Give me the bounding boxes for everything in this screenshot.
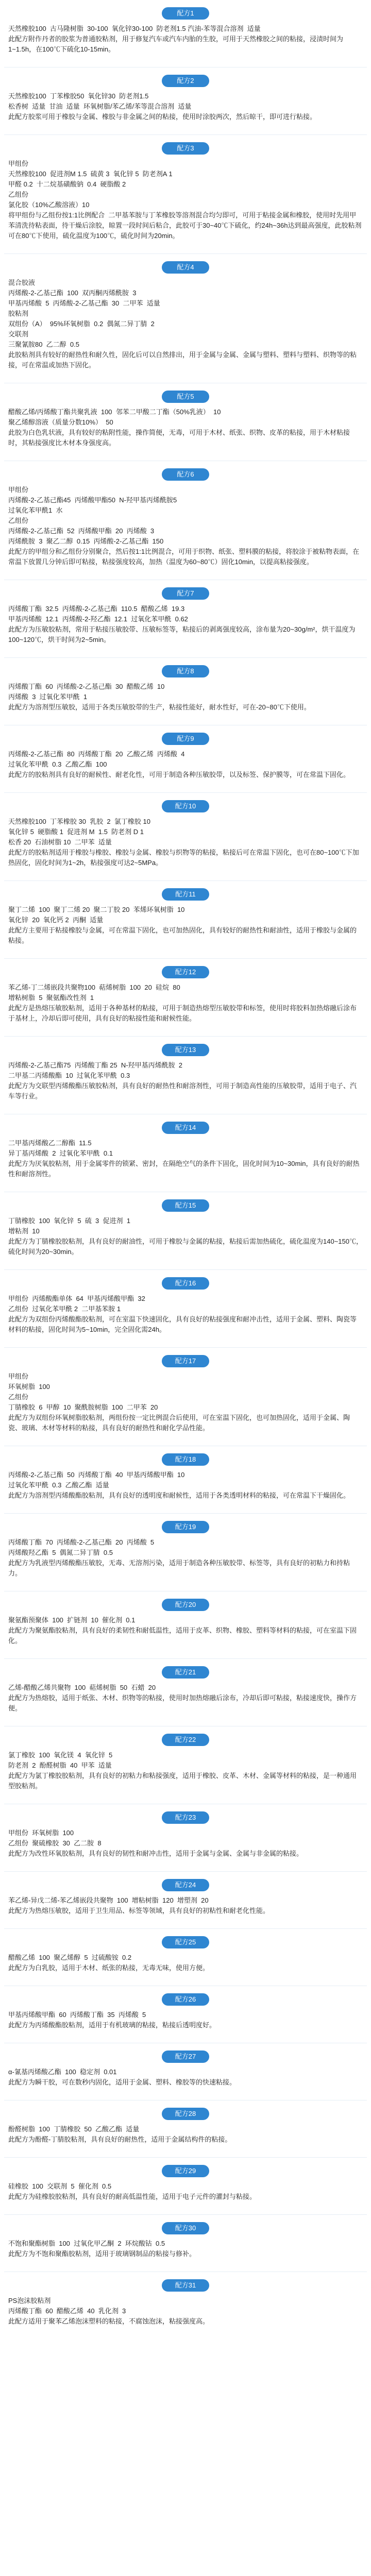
recipe-text-line: 丙烯酸丁酯 60 醋酸乙烯 40 乳化剂 3 [8, 2307, 126, 2315]
recipe-text-line: 防老剂 2 酚醛树脂 40 甲苯 适量 [8, 1761, 112, 1769]
recipe-card [3, 1275, 368, 1340]
recipe-label-badge: 配方6 [162, 468, 209, 481]
recipe-card [3, 140, 368, 246]
recipe-text-line: 此配方为聚氨酯胶粘剂，具有良好的柔韧性和耐低温性，适用于皮革、织物、橡胶、塑料等材料的粘接，可在室温下固化。 [8, 1626, 357, 1645]
recipe-text-line: 二甲基二丙烯酸酯 10 过氧化苯甲酰 0.3 [8, 1072, 130, 1079]
recipe-card [3, 731, 368, 785]
recipe-label-badge: 配方8 [162, 665, 209, 677]
recipe-text-line: 丁腈橡胶 100 氧化锌 5 硫 3 促进剂 1 [8, 1217, 130, 1225]
recipe-text-line: 氧化锌 5 硬脂酸 1 促进剂 M 1.5 防老剂 D 1 [8, 828, 144, 836]
recipe-label-badge: 配方4 [162, 261, 209, 274]
recipe-card [3, 585, 368, 650]
recipe-text-line: 此配方胶浆可用于橡胶与金属、橡胶与非金属之间的粘接，使用时涂胶两次，然后晾干，即可进行粘接。 [8, 113, 317, 121]
section-divider [4, 134, 367, 135]
recipe-label-badge: 配方16 [162, 1277, 209, 1290]
recipe-card [3, 798, 368, 873]
recipe-text-line: 混合胶液 [8, 279, 36, 286]
recipe-label-badge: 配方7 [162, 587, 209, 600]
recipe-text-line: 丙烯酸-2-乙基己酯45 丙烯酸甲酯50 N-羟甲基丙烯酰胺5 [8, 496, 177, 504]
recipe-text-line: 甲组份 [8, 486, 29, 494]
recipe-text-line: 氧化锌 20 氧化钙 2 丙酮 适量 [8, 916, 104, 924]
recipe-text-line: 氯化胶（10%乙酸溶液）10 [8, 201, 90, 209]
recipe-text-line: 甲组份 [8, 1372, 29, 1380]
section-divider [4, 1269, 367, 1270]
recipe-card [3, 964, 368, 1029]
section-divider [4, 1347, 367, 1348]
recipe-card [3, 886, 368, 951]
recipe-text-line: 此配方为硅橡胶胶粘剂，具有良好的耐高低温性能，适用于电子元件的灌封与粘接。 [8, 2193, 257, 2200]
recipe-text-line: 甲组份 [8, 160, 29, 167]
recipe-card [3, 388, 368, 453]
recipe-label-badge: 配方30 [162, 2222, 209, 2234]
recipe-label-badge: 配方3 [162, 142, 209, 155]
recipe-text-line: 丁腈橡胶 6 甲醇 10 聚酰胺树脂 100 二甲苯 20 [8, 1403, 158, 1411]
recipe-text-line: 天然橡胶100 丁苯橡胶50 氧化锌30 防老剂1.5 [8, 92, 149, 100]
recipe-text-line: α-氰基丙烯酸乙酯 100 稳定剂 0.01 [8, 2068, 117, 2076]
recipe-card [3, 1664, 368, 1719]
recipe-text-line: 丙烯酸丁酯 32.5 丙烯酸-2-乙基己酯 110.5 醋酸乙烯 19.3 [8, 605, 185, 613]
recipe-label-badge: 配方11 [162, 888, 209, 901]
recipe-text-line: 甲组份 环氧树脂 100 [8, 1829, 74, 1837]
recipe-text-line: 此配方为乳液型丙烯酸酯压敏胶，无毒、无溶剂污染，适用于制造各种压敏胶带、标签等，具有良好的初粘力和持粘力。 [8, 1559, 350, 1577]
recipe-label-badge: 配方5 [162, 391, 209, 403]
recipe-card [3, 2048, 368, 2093]
recipe-text-line: 将甲组份与乙组份按1:1比例配合 二甲基苯胺与丁苯橡胶等溶剂混合均匀即可，可用于粘接金属和橡胶，使用时先用甲苯清洗待粘表面，待干燥后涂胶，晾置一段时间后粘合，此胶可于30~40℃下硫化，约24h~36h达到最高强度，此胶粘剂可在80℃下使用，硫化温度为100℃，硫化时间为20min。 [8, 211, 362, 240]
recipe-text-line: 此配方的胶粘剂具有良好的耐候性、耐老化性，可用于制造各种压敏胶带，以及标签、保护膜等，可在常温下固化。 [8, 771, 350, 778]
recipe-card [3, 73, 368, 127]
recipe-text-line: 环氧树脂 100 [8, 1383, 50, 1391]
section-divider [4, 1658, 367, 1659]
recipe-text-line: 异丁基丙烯酸 2 过氧化苯甲酰 0.1 [8, 1149, 113, 1157]
recipe-card [3, 2106, 368, 2150]
section-divider [4, 1928, 367, 1929]
recipe-card [3, 1934, 368, 1978]
recipe-text-line: 此配方为溶剂型丙烯酸酯胶粘剂，具有良好的透明度和耐候性，适用于各类透明材料的粘接，可在常温下干燥固化。 [8, 1492, 350, 1499]
section-divider [4, 2214, 367, 2215]
recipe-text-line: 此配方主要用于粘接橡胶与金属，可在常温下固化，也可加热固化，具有较好的耐热性和耐油性，适用于橡胶与金属的粘接。 [8, 926, 357, 944]
recipe-card [3, 2277, 368, 2332]
section-divider [4, 1036, 367, 1037]
recipe-card [3, 1197, 368, 1262]
recipe-text-line: 此配方为厌氧胶粘剂，用于金属零件的锁紧、密封，在隔绝空气的条件下固化，固化时间为10~30min，具有良好的耐热性和耐溶剂性。 [8, 1160, 360, 1178]
recipe-text-line: 此配方为压敏胶粘剂，常用于粘接压敏胶带、压敏标签等，粘接后的剥离强度较高，涂布量为20~30g/m²，烘干温度为100~120℃，烘干时间为2~5min。 [8, 625, 356, 643]
recipe-label-badge: 配方9 [162, 733, 209, 745]
recipe-card [3, 663, 368, 718]
recipe-label-badge: 配方1 [162, 7, 209, 20]
recipe-card [3, 2220, 368, 2264]
recipe-label-badge: 配方27 [162, 2050, 209, 2063]
recipe-text-line: 乙组份 [8, 1393, 29, 1401]
recipe-text-line: 此配方为双组份丙烯酸酯胶粘剂，可在室温下快速固化，具有良好的粘接强度和耐冲击性，适用于金属、塑料、陶瓷等材料的粘接，固化时间为5~10min，完全固化需24h。 [8, 1315, 357, 1333]
recipe-text-line: 醋酸乙烯/丙烯酸丁酯共聚乳液 100 邻苯二甲酸二丁酯（50%乳液） 10 [8, 408, 221, 416]
recipe-text-line: 增粘树脂 5 聚氨酯改性剂 1 [8, 994, 94, 1002]
recipe-text-line: 丙烯酸羟乙酯 5 偶氮二异丁腈 0.5 [8, 1549, 113, 1556]
recipe-text-line: 酚醛树脂 100 丁腈橡胶 50 乙酸乙酯 适量 [8, 2125, 140, 2133]
recipe-card [3, 5, 368, 60]
section-divider [4, 792, 367, 793]
recipe-text-line: 丙烯酰胺 3 聚乙二醇 0.15 丙烯酸-2-乙基己酯 150 [8, 537, 164, 545]
recipe-text-line: 此配方为不饱和聚酯胶粘剂，适用于玻璃钢制品的粘接与修补。 [8, 2250, 196, 2258]
section-divider [4, 2157, 367, 2158]
recipe-text-line: 此胶为白色乳状液，具有较好的粘附性能，操作简便，无毒，可用于木材、纸张、织物、皮革的粘接，用于木材粘接时，其粘接强度比木材本身强度高。 [8, 429, 350, 447]
recipe-text-line: 胶粘剂 [8, 310, 29, 317]
section-divider [4, 657, 367, 658]
recipe-text-line: 乙组份 [8, 191, 29, 198]
recipe-text-line: 丙烯酸-2-乙基己酯 100 双丙酮丙烯酰胺 3 [8, 289, 137, 297]
recipe-text-line: 聚氨酯预聚体 100 扩链剂 10 催化剂 0.1 [8, 1616, 136, 1624]
recipe-card [3, 1353, 368, 1438]
recipe-text-line: 双组份（A） 95%环氧树脂 0.2 偶氮二异丁腈 2 [8, 320, 155, 328]
recipe-text-line: 此配方为双组份环氧树脂胶粘剂，两组份按一定比例混合后使用，可在室温下固化，也可加热固化，适用于金属、陶瓷、玻璃、木材等材料的粘接，具有良好的耐热性和耐化学品性能。 [8, 1414, 350, 1432]
recipe-text-line: 乙组份 过氧化苯甲酰 2 二甲基苯胺 1 [8, 1305, 121, 1313]
recipe-text-line: 此配方为丙烯酸酯胶粘剂，适用于有机玻璃的粘接，粘接后透明度好。 [8, 2021, 216, 2029]
recipe-text-line: 二甲基丙烯酸乙二醇酯 11.5 [8, 1139, 92, 1147]
recipe-text-line: 此配方为瞬干胶，可在数秒内固化，适用于金属、塑料、橡胶等的快速粘接。 [8, 2078, 237, 2086]
recipe-label-badge: 配方10 [162, 800, 209, 812]
recipe-text-line: 此配方为热熔压敏胶，适用于卫生用品、标签等领域，具有良好的初粘性和耐老化性能。 [8, 1907, 270, 1914]
recipe-text-line: 甲醛 0.2 十二烷基磺酸钠 0.4 硬脂酸 2 [8, 180, 126, 188]
recipe-label-badge: 配方22 [162, 1734, 209, 1746]
recipe-text-line: 此配方为热熔胶，适用于纸张、木材、织物等的粘接，使用时加热熔融后涂布，冷却后即可粘接，粘接速度快，操作方便。 [8, 1694, 357, 1712]
recipe-text-line: 丙烯酸丁酯 70 丙烯酸-2-乙基己酯 20 丙烯酸 5 [8, 1538, 155, 1546]
recipe-text-line: 丙烯酸-2-乙基己酯 80 丙烯酸丁酯 20 乙酸乙烯 丙烯酸 4 [8, 750, 185, 758]
recipe-label-badge: 配方19 [162, 1521, 209, 1533]
recipe-text-line: 天然橡胶100 促进剂M 1.5 硫黄 3 氧化锌 5 防老剂A 1 [8, 170, 173, 178]
recipe-text-line: 乙烯-醋酸乙烯共聚物 100 萜烯树脂 50 石蜡 20 [8, 1684, 156, 1691]
section-divider [4, 1871, 367, 1872]
recipe-text-line: 甲组份 丙烯酸酯单体 64 甲基丙烯酸甲酯 32 [8, 1295, 145, 1302]
recipe-card [3, 1597, 368, 1651]
recipe-text-line: 松香树 适量 甘油 适量 环氧树脂/苯乙烯/苯等混合溶剂 适量 [8, 103, 192, 110]
recipe-label-badge: 配方13 [162, 1044, 209, 1056]
recipe-text-line: 苯乙烯-异戊二烯-苯乙烯嵌段共聚物 100 增粘树脂 120 增塑剂 20 [8, 1896, 209, 1904]
recipe-label-badge: 配方29 [162, 2165, 209, 2177]
recipe-card [3, 1451, 368, 1506]
recipe-label-badge: 配方17 [162, 1355, 209, 1367]
recipe-card [3, 259, 368, 376]
recipe-label-badge: 配方18 [162, 1453, 209, 1466]
recipe-card [3, 2163, 368, 2207]
recipe-text-line: 交联剂 [8, 330, 29, 338]
recipe-text-line: 硅橡胶 100 交联剂 5 催化剂 0.5 [8, 2182, 112, 2190]
recipe-text-line: 三聚氰胺80 乙二醇 0.5 [8, 341, 79, 348]
recipe-text-line: 丙烯酸-2-乙基己酯75 丙烯酸丁酯 25 N-羟甲基丙烯酰胺 2 [8, 1061, 183, 1069]
recipe-text-line: 此配方为改性环氧胶粘剂，具有良好的韧性和耐冲击性，适用于金属与金属、金属与非金属的粘接。 [8, 1850, 303, 1857]
recipe-label-badge: 配方31 [162, 2279, 209, 2292]
recipe-text-line: PS泡沫胶粘剂 [8, 2297, 51, 2304]
recipe-text-line: 此配方适用于聚苯乙烯泡沫塑料的粘接，不腐蚀泡沫，粘接强度高。 [8, 2317, 210, 2325]
recipe-text-line: 聚乙烯醇溶液（质量分数10%） 50 [8, 418, 113, 426]
recipe-text-line: 不饱和聚酯树脂 100 过氧化甲乙酮 2 环烷酸钴 0.5 [8, 2240, 165, 2247]
recipe-text-line: 聚丁二烯 100 聚丁二烯 20 聚二丁胶 20 苯烯环氧树脂 10 [8, 906, 185, 913]
recipe-text-line: 丙烯酸-2-乙基己酯 50 丙烯酸丁酯 40 甲基丙烯酸甲酯 10 [8, 1471, 185, 1479]
recipe-text-line: 丙烯酸丁酯 60 丙烯酸-2-乙基己酯 30 醋酸乙烯 10 [8, 683, 165, 690]
recipe-text-line: 甲基丙烯酸 5 丙烯酸-2-乙基己酯 30 二甲苯 适量 [8, 299, 160, 307]
recipe-text-line: 天然橡胶100 古马隆树脂 30-100 氧化锌30-100 防老剂1.5 汽油-苯等混合溶剂 适量 [8, 25, 261, 32]
recipe-text-line: 过氧化苯甲酰1 水 [8, 506, 63, 514]
recipe-list [0, 5, 371, 2332]
recipe-text-line: 此配方为丁腈橡胶胶粘剂，具有良好的耐油性，可用于橡胶与金属的粘接，粘接后需加热硫化，硫化温度为140~150℃，硫化时间为20~30min。 [8, 1238, 363, 1256]
recipe-text-line: 此配方附作丹者的胶浆为普通胶粘剂，用于修复汽车或汽车内胎的生胶，可用于天然橡胶之间的粘接，浸渍时间为1~1.5h，在100℃下硫化10-15min。 [8, 35, 344, 53]
recipe-text-line: 此配方是热熔压敏胶粘剂，适用于各种基材的粘接，可用于制造热熔型压敏胶带和标签，使用时将胶料加热熔融后涂布于基材上，冷却后即可使用，具有良好的粘接性能和耐候性能。 [8, 1004, 357, 1022]
recipe-text-line: 醋酸乙烯 100 聚乙烯醇 5 过硫酸铵 0.2 [8, 1954, 132, 1961]
recipe-text-line: 天然橡胶100 丁苯橡胶 30 乳胶 2 氯丁橡胶 10 [8, 818, 150, 825]
recipe-label-badge: 配方23 [162, 1811, 209, 1824]
recipe-text-line: 松香 20 石油树脂 10 二甲苯 适量 [8, 838, 112, 846]
recipe-text-line: 此胶粘剂具有较好的耐热性和耐久性，固化后可以自然排出，用于金属与金属、金属与塑料、塑料与塑料、织物等的粘接，可在常温或加热下固化。 [8, 351, 357, 369]
section-divider [4, 880, 367, 881]
recipe-card [3, 1519, 368, 1584]
section-divider [4, 253, 367, 254]
recipe-label-badge: 配方26 [162, 1993, 209, 2006]
recipe-card [3, 1120, 368, 1184]
recipe-card [3, 1042, 368, 1107]
recipe-card [3, 1877, 368, 1921]
recipe-label-badge: 配方14 [162, 1122, 209, 1134]
recipe-text-line: 丙烯酸-2-乙基己酯 52 丙烯酸甲酯 20 丙烯酸 3 [8, 527, 155, 535]
recipe-text-line: 乙组份 聚硫橡胶 30 乙二胺 8 [8, 1839, 102, 1847]
section-divider [4, 958, 367, 959]
recipe-card [3, 1732, 368, 1797]
recipe-label-badge: 配方25 [162, 1936, 209, 1948]
recipe-text-line: 氯丁橡胶 100 氧化镁 4 氧化锌 5 [8, 1751, 113, 1759]
recipe-text-line: 此配方为溶剂型压敏胶，适用于各类压敏胶带的生产，粘接性能好，耐水性好，可在-20~80℃下使用。 [8, 703, 311, 711]
recipe-text-line: 此配方为白乳胶，适用于木材、纸张的粘接，无毒无味，使用方便。 [8, 1964, 210, 1972]
recipe-text-line: 此配方为交联型丙烯酸酯压敏胶粘剂，具有良好的耐热性和耐溶剂性，可用于制造高性能的压敏胶带，适用于电子、汽车等行业。 [8, 1082, 357, 1100]
recipe-card [3, 1991, 368, 2036]
recipe-text-line: 过氧化苯甲酰 0.3 乙酸乙酯 100 [8, 760, 107, 768]
recipe-text-line: 过氧化苯甲酰 0.3 乙酸乙酯 适量 [8, 1481, 109, 1489]
recipe-text-line: 苯乙烯-丁二烯嵌段共聚物100 萜烯树脂 100 20 硅烷 80 [8, 984, 180, 991]
recipe-card [3, 1809, 368, 1864]
recipe-text-line: 此配方的胶粘剂适用于橡胶与橡胶、橡胶与金属、橡胶与织物等的粘接，粘接后可在常温下固化，也可在80~100℃下加热固化，固化时间为1~2h，粘接强度可达2~5MPa。 [8, 849, 359, 867]
recipe-text-line: 乙组份 [8, 517, 29, 524]
recipe-text-line: 甲基丙烯酸甲酯 60 丙烯酸丁酯 35 丙烯酸 5 [8, 2011, 146, 2019]
recipe-label-badge: 配方20 [162, 1599, 209, 1611]
recipe-label-badge: 配方21 [162, 1666, 209, 1679]
recipe-label-badge: 配方15 [162, 1199, 209, 1212]
recipe-label-badge: 配方24 [162, 1879, 209, 1891]
recipe-label-badge: 配方28 [162, 2108, 209, 2120]
recipe-label-badge: 配方12 [162, 966, 209, 978]
recipe-text-line: 增粘剂 10 [8, 1227, 40, 1235]
recipe-text-line: 甲基丙烯酸 12.1 丙烯酸-2-羟乙酯 12.1 过氧化苯甲酰 0.62 [8, 615, 188, 623]
recipe-card [3, 466, 368, 572]
recipe-text-line: 此配方为酚醛-丁腈胶粘剂，具有良好的耐热性，适用于金属结构件的粘接。 [8, 2136, 232, 2143]
recipe-text-line: 此配方的甲组分和乙组份分别聚合，然后按1:1比例混合，可用于织物、纸张、塑料膜的粘接，将胶涂于被粘物表面，在常温下放置几分钟后即可粘接，粘接强度较高，加热（温度为60~80℃）固化10min，以提高粘接强度。 [8, 548, 360, 566]
recipe-text-line: 此配方为氯丁橡胶胶粘剂，具有良好的初粘力和粘接强度，适用于橡胶、皮革、木材、金属等材料的粘接，是一种通用型胶粘剂。 [8, 1772, 357, 1790]
recipe-text-line: 丙烯酸 3 过氧化苯甲酰 1 [8, 693, 88, 701]
section-divider [4, 1513, 367, 1514]
recipe-label-badge: 配方2 [162, 75, 209, 87]
